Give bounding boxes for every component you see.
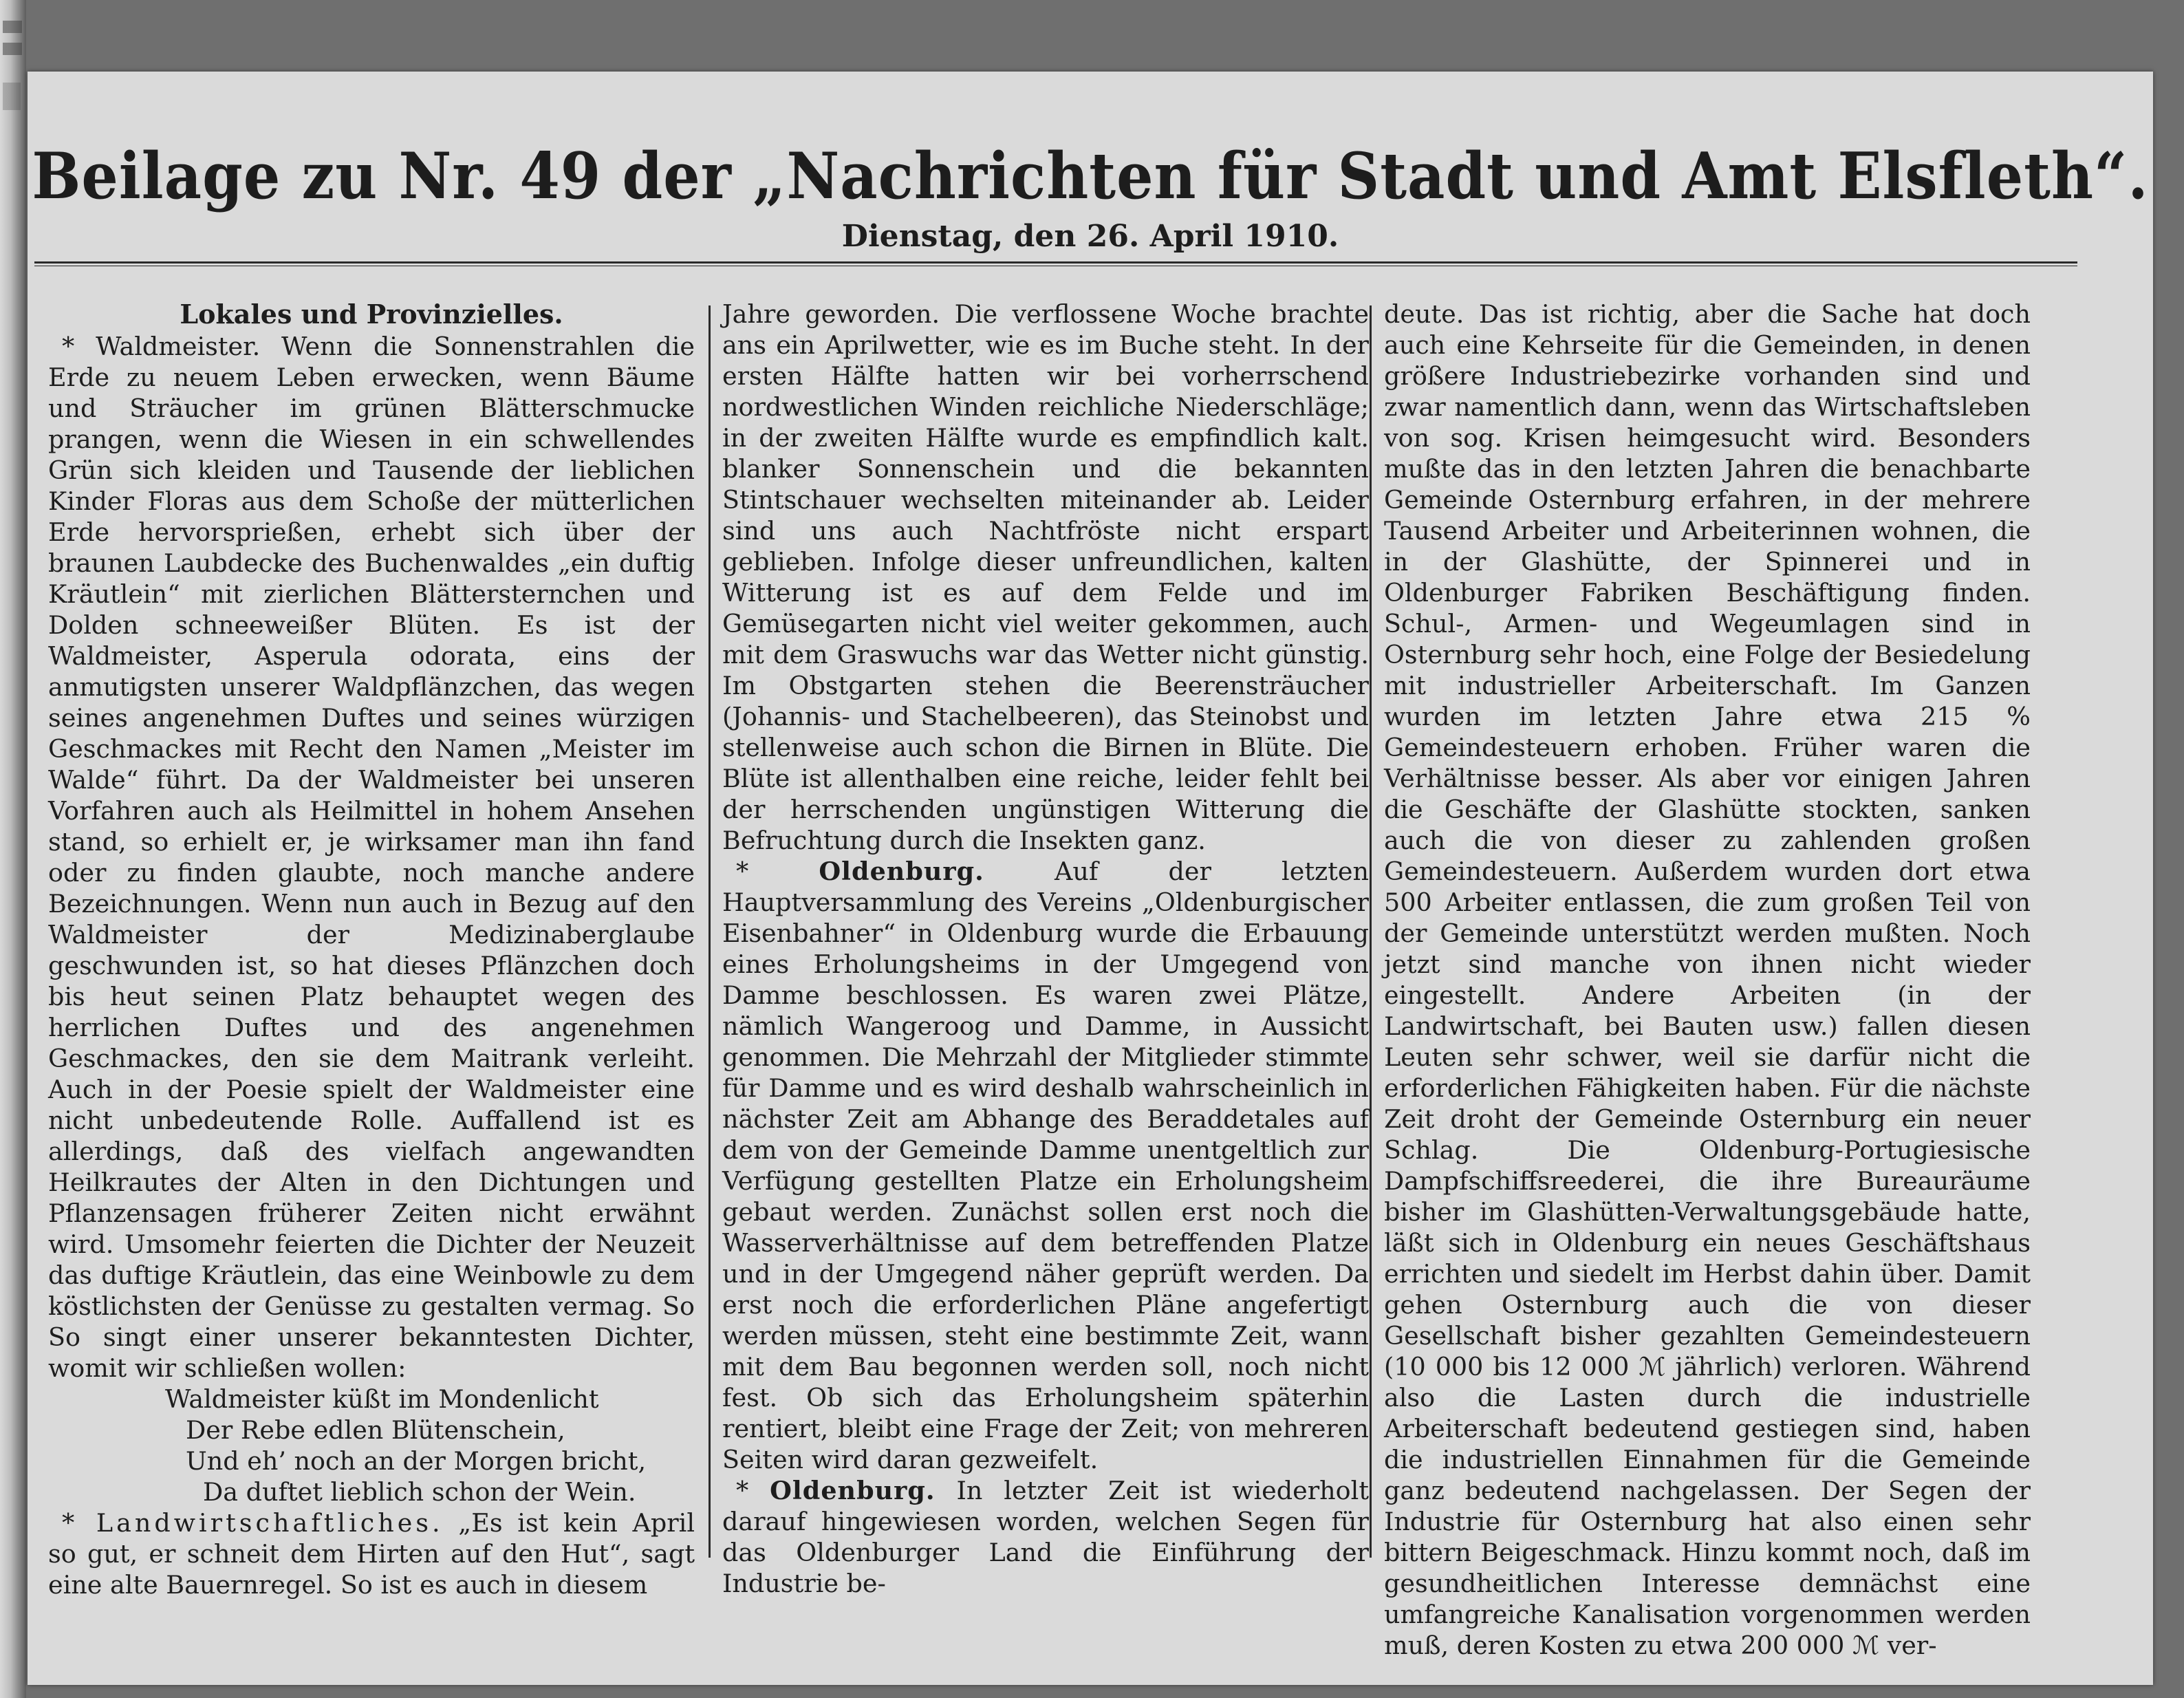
poem-line: Waldmeister küßt im Mondenlicht xyxy=(165,1384,599,1414)
article-place: Oldenburg. xyxy=(770,1476,936,1505)
column-3 xyxy=(1384,299,2031,1661)
column-divider xyxy=(709,305,711,1558)
article-weather-continued: Jahre geworden. Die verflossene Woche brachte ans ein Aprilwetter, wie es im Buche steht. In der ersten Hälfte hatten wir bei vorherrschend nordwestlichen Winden reichliche Niederschläge; in der zweiten Hälfte wurde es empfindlich kalt. blanker Sonnenschein und die bekannten Stintschauer wechselten miteinander ab. Leider sind uns auch Nachtfröste nicht erspart geblieben. Infolge dieser unfreundlichen, kalten Witterung ist es auf dem Felde und im Gemüsegarten nicht viel weiter gekommen, auch mit dem Graswuchs war das Wetter nicht günstig. Im Obstgarten stehen die Beerensträucher (Johannis- und Stachelbeeren), das Steinobst und stellenweise auch schon die Birnen in Blüte. Die Blüte ist allenthalben eine reiche, leider fehlt bei der herrschenden ungünstigen Witterung die Befruchtung durch die Insekten ganz. xyxy=(722,299,1369,855)
poem-line: Da duftet lieblich schon der Wein. xyxy=(203,1477,636,1507)
article-body: Auf der letzten Hauptversammlung des Vereins „Oldenburgischer Eisenbahner“ in Oldenburg wurde die Erbauung eines Erholungsheims in der Umgegend von Damme beschlossen. Es waren zwei Plätze, nämlich Wangeroog und Damme, in Aussicht genommen. Die Mehrzahl der Mitglieder stimmte für Damme und es wird deshalb wahrscheinlich in nächster Zeit am Abhange des Beraddetales auf dem von der Gemeinde Damme unentgeltlich zur Verfügung gestellten Platze ein Erholungsheim gebaut werden. Zunächst sollen erst noch die Wasserverhältnisse auf dem betreffenden Platze und in der Umgegend näher geprüft werden. Da erst noch die erforderlichen Pläne angefertigt werden müssen, steht eine bestimmte Zeit, wann mit dem Bau begonnen werden soll, noch nicht fest. Ob sich das Erholungsheim späterhin rentiert, bleibt eine Frage der Zeit; von mehreren Seiten wird daran gezweifelt. xyxy=(722,857,1369,1474)
masthead-title: Beilage zu Nr. 49 der „Nachrichten für Stadt und Amt Elsfleth“. xyxy=(32,138,2149,213)
adjacent-page-edge xyxy=(0,0,26,1698)
poem-line: Und eh’ noch an der Morgen bricht, xyxy=(186,1446,647,1476)
adjacent-page-text-fragment xyxy=(3,21,22,33)
newspaper-page xyxy=(28,72,2153,1685)
adjacent-page-text-fragment xyxy=(3,43,22,55)
column-2 xyxy=(722,299,1369,1599)
article-place: Oldenburg. xyxy=(819,857,984,886)
article-body: In letzter Zeit ist wiederholt darauf hingewiesen worden, welchen Segen für das Oldenburger Land die Einführung der Industrie be- xyxy=(722,1476,1369,1598)
column-1 xyxy=(48,299,695,1600)
adjacent-page-text-fragment xyxy=(3,83,21,110)
header-rule xyxy=(34,261,2077,264)
page-header xyxy=(28,72,2153,257)
column-divider xyxy=(1370,305,1372,1558)
article-oldenburg-1: * Oldenburg. Auf der letzten Hauptversammlung des Vereins „Oldenburgischer Eisenbahner“ in Oldenburg wurde die Erbauung eines Erholungsheims in der Umgegend von Damme beschlossen. Es waren zwei Plätze, nämlich Wangeroog und Damme, in Aussicht genommen. Die Mehrzahl der Mitglieder stimmte für Damme und es wird deshalb wahrscheinlich in nächster Zeit am Abhange des Beraddetales auf dem von der Gemeinde Damme unentgeltlich zur Verfügung gestellten Platze ein Erholungsheim gebaut werden. Zunächst sollen erst noch die Wasserverhältnisse auf dem betreffenden Platze und in der Umgegend näher geprüft werden. Da erst noch die erforderlichen Pläne angefertigt werden müssen, steht eine bestimmte Zeit, wann mit dem Bau begonnen werden soll, noch nicht fest. Ob sich das Erholungsheim späterhin rentiert, bleibt eine Frage der Zeit; von mehreren Seiten wird daran gezweifelt. xyxy=(722,857,1369,1474)
article-osternburg-continued: deute. Das ist richtig, aber die Sache hat doch auch eine Kehrseite für die Gemeinden, in denen größere Industriebezirke vorhanden sind und zwar namentlich dann, wenn das Wirtschaftsleben von sog. Krisen heimgesucht wird. Besonders mußte das in den letzten Jahren die benachbarte Gemeinde Osternburg erfahren, in der mehrere Tausend Arbeiter und Arbeiterinnen wohnen, die in der Glashütte, der Spinnerei und in Oldenburger Fabriken Beschäftigung finden. Schul-, Armen- und Wegeumlagen sind in Osternburg sehr hoch, eine Folge der Besiedelung mit industrieller Arbeiterschaft. Im Ganzen wurden im letzten Jahre etwa 215 % Gemeindesteuern erhoben. Früher waren die Verhältnisse besser. Als aber vor einigen Jahren die Geschäfte der Glashütte stockten, sanken auch die von dieser zu zahlenden großen Gemeindesteuern. Außerdem wurden dort etwa 500 Arbeiter entlassen, die zum großen Teil von der Gemeinde unterstützt werden mußten. Noch jetzt sind manche von ihnen nicht wieder eingestellt. Andere Arbeiten (in der Landwirtschaft, bei Bauten usw.) fallen diesen Leuten sehr schwer, weil sie darfür nicht die erforderlichen Fähigkeiten haben. Für die nächste Zeit droht der Gemeinde Osternburg ein neuer Schlag. Die Oldenburg-Portugiesische Dampfschiffsreederei, die ihre Bureauräume bisher im Glashütten-Verwaltungsgebäude hatte, läßt sich in Oldenburg ein neues Geschäftshaus errichten und siedelt im Herbst dahin über. Damit gehen Osternburg auch die von dieser Gesellschaft bisher gezahlten Gemeindesteuern (10 000 bis 12 000 ℳ jährlich) verloren. Während also die Lasten durch die industrielle Arbeiterschaft bedeutend gestiegen sind, haben die industriellen Einnahmen für die Gemeinde ganz bedeutend nachgelassen. Der Segen der Industrie für Osternburg hat also einen sehr bittern Beigeschmack. Hinzu kommt noch, daß im gesundheitlichen Interesse demnächst eine umfangreiche Kanalisation vorgenommen werden muß, deren Kosten zu etwa 200 000 ℳ ver- xyxy=(1384,299,2031,1660)
poem-line: Der Rebe edlen Blütenschein, xyxy=(186,1415,565,1445)
section-title: Lokales und Provinzielles. xyxy=(180,299,563,330)
article-body: „Es ist kein April so gut, er schneit dem Hirten auf den Hut“, sagt eine alte Bauernregel. So ist es auch in diesem xyxy=(48,1508,695,1600)
poem xyxy=(165,1384,695,1507)
article-oldenburg-2: * Oldenburg. In letzter Zeit ist wiederholt darauf hingewiesen worden, welchen Segen für das Oldenburger Land die Einführung der Industrie be- xyxy=(722,1476,1369,1598)
article-lead: * Landwirtschaftliches. xyxy=(62,1508,444,1538)
dateline: Dienstag, den 26. April 1910. xyxy=(841,219,1339,254)
article-waldmeister: * Waldmeister. Wenn die Sonnenstrahlen die Erde zu neuem Leben erwecken, wenn Bäume und Sträucher im grünen Blätterschmucke prangen, wenn die Wiesen in ein schwellendes Grün sich kleiden und Tausende der lieblichen Kinder Floras aus dem Schoße der mütterlichen Erde hervorsprießen, erhebt sich über der braunen Laubdecke des Buchenwaldes „ein duftig Kräutlein“ mit zierlichen Blättersternchen und Dolden schneeweißer Blüten. Es ist der Waldmeister, Asperula odorata, eins der anmutigsten unserer Waldpflänzchen, das wegen seines angenehmen Duftes und seines würzigen Geschmackes mit Recht den Namen „Meister im Walde“ führt. Da der Waldmeister bei unseren Vorfahren auch als Heilmittel in hohem Ansehen stand, so erhielt er, je wirksamer man ihn fand oder zu finden glaubte, noch manche andere Bezeichnungen. Wenn nun auch in Bezug auf den Waldmeister der Medizinaberglaube geschwunden ist, so hat dieses Pflänzchen doch bis heut seinen Platz behauptet wegen des herrlichen Duftes und des angenehmen Geschmackes, den sie dem Maitrank verleiht. Auch in der Poesie spielt der Waldmeister eine nicht unbedeutende Rolle. Auffallend ist es allerdings, daß des vielfach angewandten Heilkrautes der Alten in den Dichtungen und Pflanzensagen früherer Zeiten nicht erwähnt wird. Umsomehr feierten die Dichter der Neuzeit das duftige Kräutlein, das eine Weinbowle zu dem köstlichsten der Genüsse zu gestalten vermag. So So singt einer unserer bekanntesten Dichter, womit wir schließen wollen: xyxy=(48,332,695,1383)
article-landwirtschaftliches xyxy=(48,1507,695,1600)
